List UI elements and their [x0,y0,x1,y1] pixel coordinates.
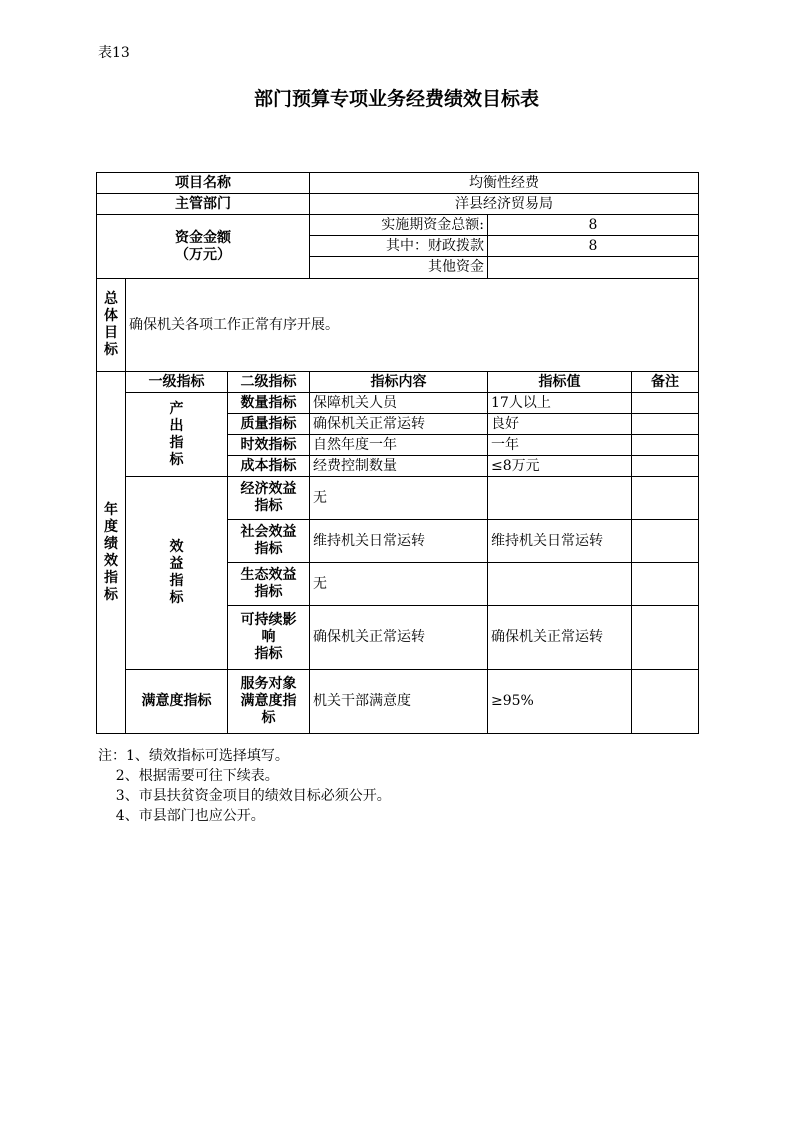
indicator-header-row [97,372,699,393]
value-cell [488,477,632,520]
annual-indicator-label: 年 度 绩 效 指 标 [97,372,126,734]
content-cell: 确保机关正常运转 [310,606,488,670]
department-row [97,194,699,215]
benefit-indicator-label: 效 益 指 标 [126,477,228,670]
overall-goal-text: 确保机关各项工作正常有序开展。 [126,279,699,372]
project-name-value: 均衡性经费 [310,173,699,194]
table-row [97,477,699,520]
remark-cell [632,477,699,520]
department-label: 主管部门 [97,194,310,215]
header-content: 指标内容 [310,372,488,393]
remark-cell [632,606,699,670]
department-value: 洋县经济贸易局 [310,194,699,215]
remark-cell [632,563,699,606]
funds-label-line2: （万元） [175,246,231,263]
table-row [97,393,699,414]
overall-goal-label: 总 体 目 标 [97,279,126,372]
level2-cell: 成本指标 [228,456,310,477]
project-name-label: 项目名称 [97,173,310,194]
level2-cell: 社会效益 指标 [228,520,310,563]
content-cell: 确保机关正常运转 [310,414,488,435]
funds-total-row [97,215,699,236]
content-cell: 自然年度一年 [310,435,488,456]
footnote: 3、市县扶贫资金项目的绩效目标必须公开。 [98,788,391,804]
funds-other-value [488,257,699,279]
footnote: 注：1、绩效指标可选择填写。 [98,748,289,764]
funds-total-label: 实施期资金总额: [310,215,488,236]
header-value: 指标值 [488,372,632,393]
value-cell: ≥95% [488,670,632,734]
remark-cell [632,435,699,456]
overall-goal-row [97,279,699,372]
content-cell: 无 [310,563,488,606]
value-cell [488,563,632,606]
content-cell: 机关干部满意度 [310,670,488,734]
project-name-row [97,173,699,194]
value-cell: 17人以上 [488,393,632,414]
remark-cell [632,520,699,563]
value-cell: 维持机关日常运转 [488,520,632,563]
footnote: 2、根据需要可往下续表。 [98,768,279,784]
funds-label-line1: 资金金额 [175,229,231,246]
performance-table [96,172,699,734]
level2-cell: 质量指标 [228,414,310,435]
content-cell: 无 [310,477,488,520]
level2-cell: 可持续影 响 指标 [228,606,310,670]
content-cell: 维持机关日常运转 [310,520,488,563]
value-cell: ≤8万元 [488,456,632,477]
table-row [97,670,699,734]
footnote: 4、市县部门也应公开。 [98,808,265,824]
header-level2: 二级指标 [228,372,310,393]
level2-cell: 数量指标 [228,393,310,414]
funds-label [97,215,310,279]
content-cell: 保障机关人员 [310,393,488,414]
level2-cell: 时效指标 [228,435,310,456]
footnotes [98,746,391,826]
funds-other-label: 其他资金 [310,257,488,279]
satisfaction-indicator-label: 满意度指标 [126,670,228,734]
table-number: 表13 [98,45,130,61]
output-indicator-label: 产 出 指 标 [126,393,228,477]
level2-cell: 生态效益 指标 [228,563,310,606]
value-cell: 一年 [488,435,632,456]
remark-cell [632,393,699,414]
header-level1: 一级指标 [126,372,228,393]
level2-cell: 服务对象 满意度指 标 [228,670,310,734]
remark-cell [632,414,699,435]
value-cell: 良好 [488,414,632,435]
level2-cell: 经济效益 指标 [228,477,310,520]
remark-cell [632,456,699,477]
content-cell: 经费控制数量 [310,456,488,477]
page-title: 部门预算专项业务经费绩效目标表 [253,88,539,110]
funds-total-value: 8 [488,215,699,236]
value-cell: 确保机关正常运转 [488,606,632,670]
funds-fiscal-value: 8 [488,236,699,257]
remark-cell [632,670,699,734]
header-remark: 备注 [632,372,699,393]
funds-fiscal-label: 其中：财政拨款 [310,236,488,257]
